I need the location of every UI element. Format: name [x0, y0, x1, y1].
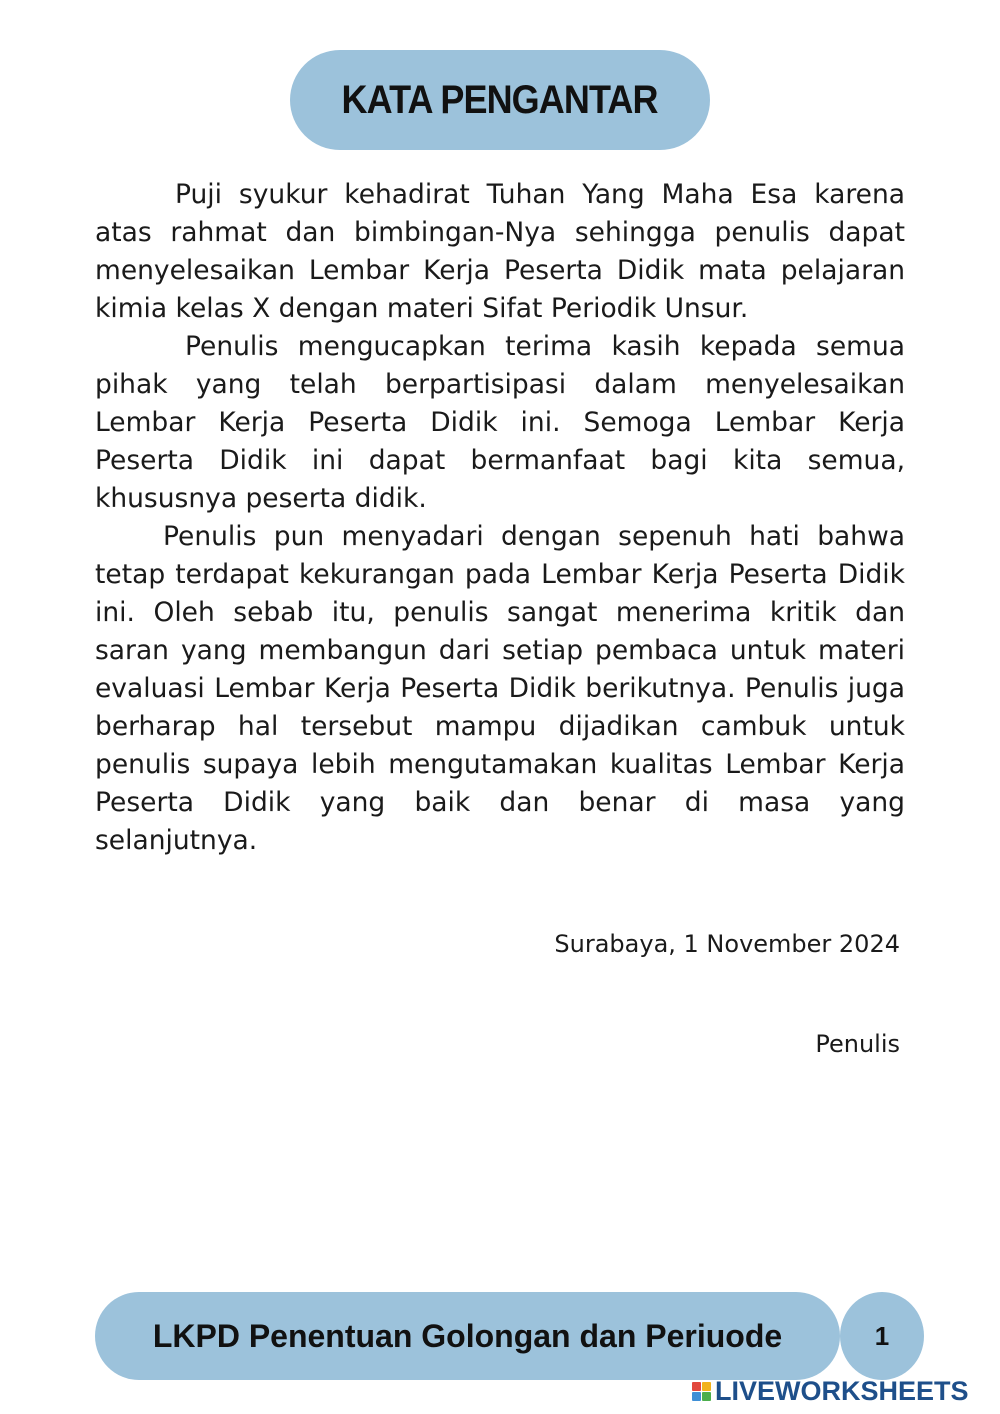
page-number: 1: [874, 1320, 890, 1351]
logo-tile-i: [702, 1382, 711, 1391]
place-date: Surabaya, 1 November 2024: [554, 930, 900, 958]
logo-tile-v: [692, 1392, 701, 1401]
page-title: KATA PENGANTAR: [341, 77, 659, 122]
liveworksheets-watermark: [692, 1376, 969, 1406]
paragraph-1: Puji syukur kehadirat Tuhan Yang Maha Esa karena atas rahmat dan bimbingan-Nya sehingga penulis dapat menyelesaikan Lembar Kerja Peserta Didik mata pelajaran kimia kelas X dengan materi Sifat Periodik Unsur.: [95, 179, 905, 324]
signer-name: Penulis: [815, 1030, 900, 1058]
paragraph-3: Penulis pun menyadari dengan sepenuh hati bahwa tetap terdapat kekurangan pada Lembar Kerja Peserta Didik ini. Oleh sebab itu, penulis sangat menerima kritik dan saran yang membangun dari setiap pembaca untuk materi evaluasi Lembar Kerja Peserta Didik berikutnya. Penulis juga berharap hal tersebut mampu dijadikan cambuk untuk penulis supaya lebih mengutamakan kualitas Lembar Kerja Peserta Didik yang baik dan benar di masa yang selanjutnya.: [95, 521, 905, 856]
paragraph-2: Penulis mengucapkan terima kasih kepada semua pihak yang telah berpartisipasi dalam menyelesaikan Lembar Kerja Peserta Didik ini. Semoga Lembar Kerja Peserta Didik ini dapat bermanfaat bagi kita semua, khususnya peserta didik.: [95, 331, 905, 514]
body-content: [95, 176, 905, 860]
page-number-badge: [840, 1292, 924, 1380]
logo-tile-e: [702, 1392, 711, 1401]
title-banner: [290, 50, 710, 150]
watermark-text: LIVEWORKSHEETS: [715, 1375, 969, 1406]
logo-tile-l: [692, 1382, 701, 1391]
liveworksheets-logo-icon: [692, 1382, 711, 1401]
footer-title: LKPD Penentuan Golongan dan Periuode: [152, 1317, 783, 1354]
footer-banner: [95, 1292, 840, 1380]
